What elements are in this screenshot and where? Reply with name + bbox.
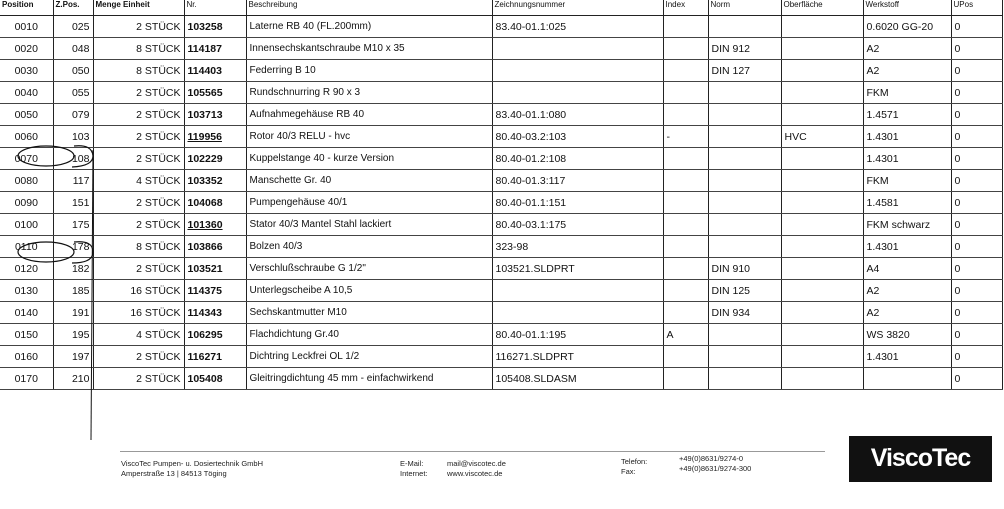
cell-position: 0020 — [0, 38, 53, 60]
cell-position: 0140 — [0, 302, 53, 324]
col-header-position: Position — [0, 0, 53, 16]
part-number: 104068 — [187, 196, 223, 209]
cell-nr — [184, 324, 246, 346]
cell-oberflaeche — [781, 236, 863, 258]
cell-zeichnungsnummer — [492, 82, 663, 104]
cell-zpos: 025 — [53, 16, 93, 38]
cell-menge: 8 STÜCK — [93, 60, 184, 82]
cell-beschreibung: Laterne RB 40 (FL.200mm) — [246, 16, 492, 38]
table-row — [0, 236, 1002, 258]
cell-index — [663, 236, 708, 258]
cell-werkstoff: 1.4301 — [863, 148, 951, 170]
cell-index — [663, 16, 708, 38]
cell-upos: 0 — [951, 60, 1002, 82]
cell-nr — [184, 368, 246, 390]
cell-position: 0080 — [0, 170, 53, 192]
cell-norm: DIN 910 — [708, 258, 781, 280]
part-number: 114343 — [187, 306, 222, 319]
cell-upos: 0 — [951, 38, 1002, 60]
cell-beschreibung: Dichtring Leckfrei OL 1/2 — [246, 346, 492, 368]
cell-menge: 16 STÜCK — [93, 302, 184, 324]
cell-upos: 0 — [951, 192, 1002, 214]
cell-werkstoff: 1.4571 — [863, 104, 951, 126]
col-header-index: Index — [663, 0, 708, 16]
cell-oberflaeche — [781, 82, 863, 104]
footer-fax-label: Fax: — [621, 467, 636, 476]
cell-position: 0050 — [0, 104, 53, 126]
cell-norm: DIN 934 — [708, 302, 781, 324]
cell-zeichnungsnummer: 80.40-01.1:151 — [492, 192, 663, 214]
cell-werkstoff: 0.6020 GG-20 — [863, 16, 951, 38]
cell-oberflaeche — [781, 38, 863, 60]
part-number: 103258 — [187, 20, 223, 33]
cell-zeichnungsnummer: 105408.SLDASM — [492, 368, 663, 390]
cell-norm — [708, 170, 781, 192]
cell-index — [663, 148, 708, 170]
footer-phone-values — [679, 454, 751, 474]
cell-position: 0110 — [0, 236, 53, 258]
col-header-oberflaeche: Oberfläche — [781, 0, 863, 16]
cell-zeichnungsnummer — [492, 302, 663, 324]
cell-norm — [708, 104, 781, 126]
part-number: 106295 — [187, 328, 223, 341]
cell-nr — [184, 302, 246, 324]
cell-oberflaeche — [781, 280, 863, 302]
cell-oberflaeche — [781, 346, 863, 368]
cell-oberflaeche — [781, 148, 863, 170]
cell-zpos: 185 — [53, 280, 93, 302]
cell-beschreibung: Aufnahmegehäuse RB 40 — [246, 104, 492, 126]
cell-menge: 2 STÜCK — [93, 82, 184, 104]
cell-nr — [184, 214, 246, 236]
cell-nr — [184, 170, 246, 192]
footer-address: Amperstraße 13 | 84513 Töging — [121, 469, 227, 478]
cell-zpos: 103 — [53, 126, 93, 148]
cell-menge: 2 STÜCK — [93, 148, 184, 170]
cell-oberflaeche — [781, 324, 863, 346]
cell-position: 0100 — [0, 214, 53, 236]
footer-company-block — [121, 459, 263, 479]
cell-position: 0170 — [0, 368, 53, 390]
cell-position: 0060 — [0, 126, 53, 148]
cell-zeichnungsnummer: 83.40-01.1:080 — [492, 104, 663, 126]
cell-index — [663, 368, 708, 390]
cell-zpos: 178 — [53, 236, 93, 258]
table-row — [0, 82, 1002, 104]
cell-norm — [708, 324, 781, 346]
cell-norm — [708, 82, 781, 104]
cell-werkstoff — [863, 368, 951, 390]
cell-menge: 2 STÜCK — [93, 214, 184, 236]
cell-menge: 8 STÜCK — [93, 38, 184, 60]
table-row — [0, 346, 1002, 368]
footer-internet-label: Internet: — [400, 469, 428, 478]
cell-zeichnungsnummer: 116271.SLDPRT — [492, 346, 663, 368]
cell-index — [663, 302, 708, 324]
cell-werkstoff: 1.4301 — [863, 126, 951, 148]
cell-index — [663, 192, 708, 214]
table-row — [0, 214, 1002, 236]
cell-zpos: 050 — [53, 60, 93, 82]
cell-index: A — [663, 324, 708, 346]
cell-norm — [708, 148, 781, 170]
cell-zeichnungsnummer: 80.40-01.1:195 — [492, 324, 663, 346]
cell-werkstoff: A2 — [863, 302, 951, 324]
cell-position: 0160 — [0, 346, 53, 368]
cell-position: 0090 — [0, 192, 53, 214]
cell-werkstoff: A4 — [863, 258, 951, 280]
cell-position: 0130 — [0, 280, 53, 302]
cell-menge: 16 STÜCK — [93, 280, 184, 302]
cell-nr — [184, 104, 246, 126]
cell-upos: 0 — [951, 324, 1002, 346]
cell-beschreibung: Federring B 10 — [246, 60, 492, 82]
cell-upos: 0 — [951, 104, 1002, 126]
cell-norm — [708, 214, 781, 236]
cell-menge: 8 STÜCK — [93, 236, 184, 258]
cell-norm — [708, 192, 781, 214]
cell-beschreibung: Stator 40/3 Mantel Stahl lackiert — [246, 214, 492, 236]
cell-index — [663, 60, 708, 82]
page-footer — [0, 444, 1004, 509]
col-header-nr: Nr. — [184, 0, 246, 16]
cell-zpos: 210 — [53, 368, 93, 390]
cell-norm — [708, 346, 781, 368]
cell-norm — [708, 236, 781, 258]
part-number: 103352 — [187, 174, 223, 187]
cell-zeichnungsnummer: 323-98 — [492, 236, 663, 258]
table-row — [0, 104, 1002, 126]
part-number: 105565 — [187, 86, 223, 99]
cell-werkstoff: A2 — [863, 38, 951, 60]
cell-nr — [184, 16, 246, 38]
cell-beschreibung: Bolzen 40/3 — [246, 236, 492, 258]
cell-beschreibung: Flachdichtung Gr.40 — [246, 324, 492, 346]
cell-norm: DIN 912 — [708, 38, 781, 60]
cell-upos: 0 — [951, 82, 1002, 104]
cell-norm: DIN 127 — [708, 60, 781, 82]
cell-zeichnungsnummer: 80.40-03.2:103 — [492, 126, 663, 148]
table-row — [0, 148, 1002, 170]
cell-position: 0010 — [0, 16, 53, 38]
cell-beschreibung: Verschlußschraube G 1/2" — [246, 258, 492, 280]
col-header-zpos: Z.Pos. — [53, 0, 93, 16]
cell-zeichnungsnummer: 80.40-01.2:108 — [492, 148, 663, 170]
part-number: 103866 — [187, 240, 223, 253]
cell-oberflaeche — [781, 214, 863, 236]
cell-beschreibung: Gleitringdichtung 45 mm - einfachwirkend — [246, 368, 492, 390]
cell-zpos: 048 — [53, 38, 93, 60]
cell-beschreibung: Unterlegscheibe A 10,5 — [246, 280, 492, 302]
table-row — [0, 324, 1002, 346]
cell-beschreibung: Manschette Gr. 40 — [246, 170, 492, 192]
cell-index — [663, 104, 708, 126]
cell-werkstoff: FKM — [863, 170, 951, 192]
footer-fax: +49(0)8631/9274-300 — [679, 464, 752, 473]
cell-menge: 2 STÜCK — [93, 192, 184, 214]
cell-index — [663, 38, 708, 60]
cell-menge: 2 STÜCK — [93, 126, 184, 148]
cell-menge: 2 STÜCK — [93, 368, 184, 390]
cell-norm: DIN 125 — [708, 280, 781, 302]
part-number: 101360 — [187, 218, 223, 231]
cell-nr — [184, 346, 246, 368]
cell-werkstoff: 1.4581 — [863, 192, 951, 214]
cell-position: 0030 — [0, 60, 53, 82]
cell-index — [663, 280, 708, 302]
footer-phone: +49(0)8631/9274-0 — [679, 454, 744, 463]
cell-zpos: 191 — [53, 302, 93, 324]
cell-werkstoff: FKM — [863, 82, 951, 104]
cell-zpos: 108 — [53, 148, 93, 170]
cell-index — [663, 258, 708, 280]
cell-zpos: 175 — [53, 214, 93, 236]
cell-zeichnungsnummer: 103521.SLDPRT — [492, 258, 663, 280]
cell-menge: 2 STÜCK — [93, 258, 184, 280]
cell-nr — [184, 236, 246, 258]
cell-oberflaeche — [781, 192, 863, 214]
cell-upos: 0 — [951, 148, 1002, 170]
cell-zpos: 117 — [53, 170, 93, 192]
cell-zpos: 195 — [53, 324, 93, 346]
cell-position: 0070 — [0, 148, 53, 170]
cell-upos: 0 — [951, 16, 1002, 38]
table-row — [0, 170, 1002, 192]
cell-zpos: 151 — [53, 192, 93, 214]
table-row — [0, 280, 1002, 302]
cell-zpos: 055 — [53, 82, 93, 104]
part-number: 103713 — [187, 108, 223, 121]
cell-nr — [184, 258, 246, 280]
table-row — [0, 38, 1002, 60]
table-row — [0, 192, 1002, 214]
cell-beschreibung: Rundschnurring R 90 x 3 — [246, 82, 492, 104]
part-number: 116271 — [187, 350, 222, 363]
footer-phone-labels — [621, 457, 647, 477]
footer-company: ViscoTec Pumpen- u. Dosiertechnik GmbH — [121, 459, 264, 468]
cell-upos: 0 — [951, 126, 1002, 148]
cell-oberflaeche: HVC — [781, 126, 863, 148]
cell-oberflaeche — [781, 60, 863, 82]
cell-oberflaeche — [781, 368, 863, 390]
cell-position: 0150 — [0, 324, 53, 346]
cell-oberflaeche — [781, 258, 863, 280]
cell-zeichnungsnummer — [492, 38, 663, 60]
cell-nr — [184, 38, 246, 60]
cell-nr — [184, 126, 246, 148]
cell-werkstoff: FKM schwarz — [863, 214, 951, 236]
cell-position: 0040 — [0, 82, 53, 104]
footer-email-label: E-Mail: — [400, 459, 424, 468]
cell-nr — [184, 82, 246, 104]
cell-werkstoff: 1.4301 — [863, 236, 951, 258]
cell-menge: 2 STÜCK — [93, 16, 184, 38]
cell-beschreibung: Rotor 40/3 RELU - hvc — [246, 126, 492, 148]
cell-werkstoff: A2 — [863, 60, 951, 82]
cell-oberflaeche — [781, 302, 863, 324]
cell-upos: 0 — [951, 280, 1002, 302]
cell-nr — [184, 148, 246, 170]
table-row — [0, 16, 1002, 38]
cell-zeichnungsnummer — [492, 60, 663, 82]
part-number: 105408 — [187, 372, 223, 385]
cell-norm — [708, 126, 781, 148]
cell-upos: 0 — [951, 170, 1002, 192]
cell-zeichnungsnummer: 80.40-03.1:175 — [492, 214, 663, 236]
cell-menge: 2 STÜCK — [93, 346, 184, 368]
part-number: 114375 — [187, 284, 222, 297]
cell-norm — [708, 16, 781, 38]
col-header-werkstoff: Werkstoff — [863, 0, 951, 16]
col-header-beschreibung: Beschreibung — [246, 0, 492, 16]
table-row — [0, 60, 1002, 82]
viscotec-logo: ViscoTec — [849, 436, 992, 482]
cell-zpos: 079 — [53, 104, 93, 126]
cell-zeichnungsnummer — [492, 280, 663, 302]
cell-menge: 4 STÜCK — [93, 324, 184, 346]
cell-upos: 0 — [951, 236, 1002, 258]
cell-index: - — [663, 126, 708, 148]
cell-upos: 0 — [951, 258, 1002, 280]
part-number: 102229 — [187, 152, 223, 165]
col-header-upos: UPos — [951, 0, 1002, 16]
cell-zpos: 197 — [53, 346, 93, 368]
col-header-norm: Norm — [708, 0, 781, 16]
cell-zpos: 182 — [53, 258, 93, 280]
footer-divider — [120, 451, 825, 452]
cell-menge: 4 STÜCK — [93, 170, 184, 192]
part-number: 119956 — [187, 130, 222, 143]
cell-werkstoff: A2 — [863, 280, 951, 302]
cell-zeichnungsnummer: 83.40-01.1:025 — [492, 16, 663, 38]
cell-norm — [708, 368, 781, 390]
footer-web[interactable]: www.viscotec.de — [447, 469, 503, 478]
cell-index — [663, 346, 708, 368]
cell-index — [663, 82, 708, 104]
part-number: 114187 — [187, 42, 222, 55]
part-number: 103521 — [187, 262, 223, 275]
footer-phone-label: Telefon: — [621, 457, 648, 466]
cell-beschreibung: Pumpengehäuse 40/1 — [246, 192, 492, 214]
cell-beschreibung: Sechskantmutter M10 — [246, 302, 492, 324]
cell-upos: 0 — [951, 368, 1002, 390]
cell-oberflaeche — [781, 170, 863, 192]
cell-zeichnungsnummer: 80.40-01.3:117 — [492, 170, 663, 192]
cell-nr — [184, 280, 246, 302]
table-row — [0, 368, 1002, 390]
cell-nr — [184, 60, 246, 82]
cell-beschreibung: Innensechskantschraube M10 x 35 — [246, 38, 492, 60]
table-row — [0, 302, 1002, 324]
footer-contact-labels — [400, 459, 428, 479]
cell-menge: 2 STÜCK — [93, 104, 184, 126]
col-header-zeichnungsnummer: Zeichnungsnummer — [492, 0, 663, 16]
footer-email[interactable]: mail@viscotec.de — [447, 459, 506, 468]
footer-contact-values — [447, 459, 506, 479]
col-header-menge: Menge Einheit — [93, 0, 184, 16]
cell-index — [663, 170, 708, 192]
part-number: 114403 — [187, 64, 222, 77]
cell-beschreibung: Kuppelstange 40 - kurze Version — [246, 148, 492, 170]
cell-upos: 0 — [951, 346, 1002, 368]
cell-upos: 0 — [951, 214, 1002, 236]
table-row — [0, 258, 1002, 280]
cell-upos: 0 — [951, 302, 1002, 324]
cell-werkstoff: WS 3820 — [863, 324, 951, 346]
cell-index — [663, 214, 708, 236]
cell-nr — [184, 192, 246, 214]
cell-werkstoff: 1.4301 — [863, 346, 951, 368]
cell-oberflaeche — [781, 104, 863, 126]
cell-position: 0120 — [0, 258, 53, 280]
table-row — [0, 126, 1002, 148]
header-row — [0, 0, 1002, 16]
cell-oberflaeche — [781, 16, 863, 38]
